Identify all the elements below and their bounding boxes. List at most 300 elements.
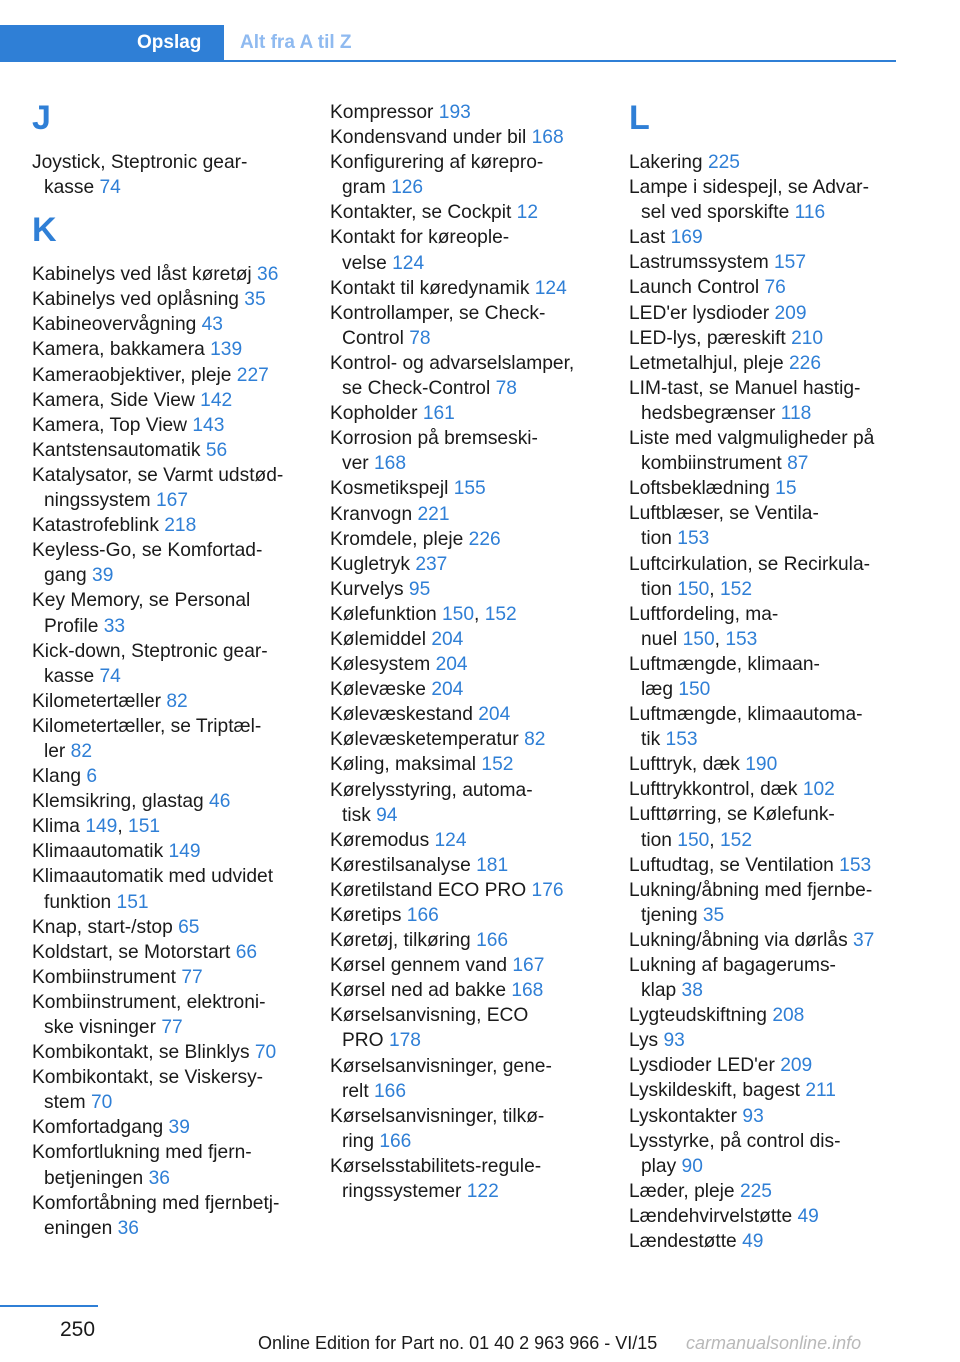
page-reference-link[interactable]: 181 <box>476 854 509 876</box>
page-reference-link[interactable]: 226 <box>789 352 822 374</box>
page-reference-link[interactable]: 46 <box>209 791 231 813</box>
page-reference-link[interactable]: 153 <box>665 729 698 751</box>
index-entry <box>330 878 600 903</box>
entry-text: LED-lys, pæreskift <box>629 327 786 349</box>
section-letter: K <box>32 211 57 250</box>
entry-text: Lysdioder LED'er <box>629 1055 775 1077</box>
entry-text: Lygteudskiftning <box>629 1005 767 1027</box>
page-reference-link[interactable]: 152 <box>481 754 514 776</box>
entry-continuation: play <box>641 1155 677 1177</box>
entry-text: Konfigurering af kørepro- <box>330 152 544 174</box>
page-reference-link[interactable]: 118 <box>780 402 812 424</box>
index-entry <box>330 652 600 677</box>
index-entry <box>32 438 302 463</box>
page-reference-link[interactable]: 56 <box>205 439 228 461</box>
page-reference-link[interactable]: 82 <box>166 690 188 712</box>
page-reference-link[interactable]: 168 <box>511 980 544 1002</box>
index-entry <box>32 363 302 388</box>
index-entry <box>330 426 600 476</box>
page-reference-link[interactable]: 37 <box>853 929 875 951</box>
entry-text: Letmetalhjul, pleje <box>629 352 784 374</box>
index-entry <box>32 1040 302 1065</box>
page-reference-link[interactable]: 149 <box>85 816 118 838</box>
entry-text: Kombikontakt, se Blinklys <box>32 1042 250 1064</box>
index-entry <box>32 150 302 200</box>
index-entry <box>629 150 899 175</box>
index-entry <box>32 864 302 914</box>
index-entry <box>629 1078 899 1103</box>
page-reference-link[interactable]: 167 <box>155 490 188 512</box>
entry-continuation: hedsbegrænser <box>641 402 776 424</box>
section-letter: L <box>629 99 650 137</box>
entry-text: Klemsikring, glastag <box>32 791 204 813</box>
entry-text: Kick-down, Steptronic gear- <box>32 640 268 662</box>
index-entry <box>330 301 600 351</box>
page-reference-link[interactable]: 210 <box>791 327 824 349</box>
index-entry <box>330 627 600 652</box>
entry-text: Kølevæske <box>330 679 426 701</box>
entry-text: Luftfordeling, ma- <box>629 603 779 625</box>
page-reference-link[interactable]: 77 <box>181 966 203 988</box>
index-entry <box>330 577 600 602</box>
entry-text: Kølefunktion <box>330 603 437 625</box>
index-entry <box>629 376 899 426</box>
index-entry <box>32 312 302 337</box>
entry-text: Kantstensautomatik <box>32 439 201 461</box>
entry-text: Kølesystem <box>330 654 431 676</box>
entry-continuation: eningen <box>44 1217 113 1239</box>
entry-text: Lukning/åbning med fjernbe- <box>629 879 873 901</box>
entry-continuation: ring <box>342 1130 374 1152</box>
page-reference-link[interactable]: 150 <box>682 628 715 650</box>
index-entry <box>330 527 600 552</box>
page-reference-link[interactable]: 167 <box>512 955 545 977</box>
page-reference-link[interactable]: 77 <box>161 1017 183 1038</box>
entry-text: Katastrofeblink <box>32 515 159 537</box>
index-entry <box>330 351 600 401</box>
index-entry <box>32 588 302 638</box>
entry-text: Lændestøtte <box>629 1231 737 1253</box>
page-reference-link[interactable]: 152 <box>719 829 752 851</box>
entry-text: Kørselsanvisninger, tilkø- <box>330 1105 545 1127</box>
index-column-2 <box>330 100 600 1204</box>
page-reference-link[interactable]: 226 <box>468 528 501 550</box>
page-reference-link[interactable]: 49 <box>797 1205 819 1227</box>
entry-text: Lampe i sidespejl, se Advar- <box>629 177 869 199</box>
page-reference-link[interactable]: 90 <box>681 1155 703 1177</box>
page-reference-link[interactable]: 39 <box>92 565 114 587</box>
index-entry <box>629 1229 899 1254</box>
page-reference-link[interactable]: 166 <box>476 930 509 952</box>
index-entry <box>32 915 302 940</box>
entry-text: Kopholder <box>330 403 418 425</box>
entry-text: Lufttrykkontrol, dæk <box>629 779 798 801</box>
page-reference-link[interactable]: 150 <box>677 829 710 851</box>
entry-text: Kørselsstabilitets-regule- <box>330 1155 542 1177</box>
entry-text: Kørselsanvisning, ECO <box>330 1005 529 1027</box>
page-reference-link[interactable]: 204 <box>478 704 511 726</box>
entry-text: Køretilstand ECO PRO <box>330 879 527 901</box>
index-entry <box>32 639 302 689</box>
page-reference-link[interactable]: 204 <box>435 654 468 676</box>
tab-opslag[interactable]: Opslag <box>0 25 224 60</box>
entry-text: Lyskontakter <box>629 1105 738 1127</box>
entry-text: Kontrollamper, se Check- <box>330 302 546 324</box>
page-reference-link[interactable]: 116 <box>794 202 826 224</box>
entry-text: Launch Control <box>629 277 760 299</box>
entry-text: Klima <box>32 816 80 838</box>
page-reference-link[interactable]: 94 <box>376 804 398 826</box>
page-reference-link[interactable]: 208 <box>772 1005 805 1027</box>
entry-continuation: tjening <box>641 904 698 926</box>
index-entry <box>629 1204 899 1229</box>
entry-text: Liste med valgmuligheder på <box>629 428 875 450</box>
entry-text: Kamera, bakkamera <box>32 339 205 361</box>
page-reference-link[interactable]: 153 <box>677 528 710 550</box>
index-column-1 <box>32 100 302 1241</box>
index-entry <box>330 276 600 301</box>
page-reference-link[interactable]: 124 <box>534 277 567 299</box>
index-entry <box>330 953 600 978</box>
index-entry <box>629 250 899 275</box>
page-reference-link[interactable]: 74 <box>99 665 121 687</box>
page-reference-link[interactable]: 166 <box>379 1130 412 1152</box>
entry-text: Joystick, Steptronic gear- <box>32 152 248 173</box>
entry-text: Lukning af bagagerums- <box>629 955 836 976</box>
page-reference-link[interactable]: 49 <box>742 1231 764 1253</box>
page-reference-link[interactable]: 38 <box>681 980 703 1002</box>
entry-text: Kontrol- og advarselslamper, <box>330 352 575 374</box>
entry-text: Luftblæser, se Ventila- <box>629 503 819 525</box>
index-entry <box>629 501 899 551</box>
page-reference-link[interactable]: 74 <box>99 177 121 199</box>
entry-text: Kamera, Top View <box>32 414 188 436</box>
page-reference-link[interactable]: 218 <box>164 515 197 537</box>
page-reference-link[interactable]: 151 <box>128 816 161 838</box>
tab-alt-fra-a-til-z[interactable]: Alt fra A til Z <box>240 32 352 53</box>
index-entry <box>32 413 302 438</box>
entry-text: Kosmetikspejl <box>330 478 449 500</box>
entry-text: Knap, start-/stop <box>32 916 173 938</box>
page-reference-link[interactable]: 15 <box>775 478 797 500</box>
index-entry <box>629 301 899 326</box>
page-reference-link[interactable]: 36 <box>148 1167 170 1189</box>
page-reference-link[interactable]: 66 <box>235 941 258 963</box>
page-reference-link[interactable]: 150 <box>678 678 711 700</box>
index-entry: Lufttørring, se Kølefunk- tion 150, 152 <box>629 804 835 851</box>
entry-text: Lysstyrke, på control dis- <box>629 1130 841 1152</box>
entry-text: Kontakt for køreople- <box>330 227 510 249</box>
index-entry <box>32 689 302 714</box>
entry-continuation: ler <box>44 740 66 762</box>
entry-text: Koldstart, se Motorstart <box>32 941 231 963</box>
entry-text: Lys <box>629 1030 659 1052</box>
index-entry <box>32 965 302 990</box>
index-column-3 <box>629 100 899 1254</box>
entry-continuation: kasse <box>44 665 95 687</box>
index-entry <box>32 538 302 588</box>
entry-continuation: tion <box>641 528 672 550</box>
section-tabbar <box>0 25 896 62</box>
entry-continuation: funktion <box>44 891 112 913</box>
page-reference-link[interactable]: 161 <box>422 403 455 425</box>
page-reference-link[interactable]: 95 <box>408 578 431 600</box>
page-reference-link[interactable]: 35 <box>244 289 266 311</box>
edition-note: Online Edition for Part no. 01 40 2 963 966 - VI/15 <box>258 1333 658 1353</box>
index-entry <box>32 1140 302 1190</box>
index-entry <box>330 100 600 125</box>
index-entry <box>330 903 600 928</box>
entry-text: Keyless-Go, se Komfortad- <box>32 540 263 562</box>
page-reference-link[interactable]: 149 <box>168 841 201 863</box>
entry-continuation: nuel <box>641 628 678 650</box>
entry-text: Køretøj, tilkøring <box>330 930 471 952</box>
page-reference-link[interactable]: 78 <box>495 378 517 400</box>
entry-text: Key Memory, se Personal <box>32 590 251 612</box>
page-reference-link[interactable]: 33 <box>103 615 126 637</box>
index-entry <box>629 275 899 300</box>
entry-text: Luftudtag, se Ventilation <box>629 854 834 876</box>
index-entry <box>330 978 600 1003</box>
index-entry <box>629 702 899 752</box>
entry-text: Kompressor <box>330 102 434 123</box>
entry-continuation: Profile <box>44 615 99 637</box>
entry-continuation: PRO <box>342 1030 384 1052</box>
entry-text: Køremodus <box>330 829 430 851</box>
page-reference-link[interactable]: 153 <box>839 854 872 876</box>
entry-text: Kølemiddel <box>330 628 426 650</box>
entry-continuation: kasse <box>44 177 95 199</box>
page-reference-link[interactable]: 143 <box>192 414 225 436</box>
entry-continuation: tion <box>641 578 672 600</box>
entry-text: Kranvogn <box>330 503 413 525</box>
entry-text: Kørelysstyring, automa- <box>330 779 533 801</box>
page-reference-link[interactable]: 43 <box>201 314 223 336</box>
index-entry <box>330 125 600 150</box>
page-number: 250 <box>60 1318 96 1341</box>
page-reference-link[interactable]: 176 <box>531 879 564 901</box>
entry-text: Kølevæskestand <box>330 704 473 726</box>
entry-text: Lufttryk, dæk <box>629 754 740 776</box>
entry-text: Kørsel ned ad bakke <box>330 980 506 1002</box>
entry-text: Luftmængde, klimaautoma- <box>629 704 863 726</box>
entry-continuation: kombiinstrument <box>641 453 782 475</box>
entry-text: Kamera, Side View <box>32 389 195 411</box>
index-entry: Luftfordeling, ma- nuel 150, 153 <box>629 603 779 650</box>
entry-text: Læder, pleje <box>629 1180 735 1202</box>
page-reference-link[interactable]: 190 <box>745 754 778 776</box>
index-entry <box>330 476 600 501</box>
page-reference-link[interactable]: 151 <box>116 891 149 913</box>
page-reference-link[interactable]: 168 <box>374 453 407 475</box>
index-entry <box>330 552 600 577</box>
entry-text: Kørestilsanalyse <box>330 854 471 876</box>
page-reference-link[interactable]: 225 <box>707 152 740 173</box>
entry-text: Klimaautomatik med udvidet <box>32 866 274 888</box>
page-reference-link[interactable]: 157 <box>774 252 807 274</box>
entry-continuation: relt <box>342 1080 369 1102</box>
entry-text: Komfortåbning med fjernbetj- <box>32 1192 280 1214</box>
page-reference-link[interactable]: 93 <box>663 1030 685 1052</box>
page-reference-link[interactable]: 65 <box>178 916 200 938</box>
index-entry <box>32 513 302 538</box>
entry-text: Kombiinstrument, elektroni- <box>32 991 266 1013</box>
entry-text: Klang <box>32 766 82 788</box>
page-reference-link[interactable]: 102 <box>802 779 835 801</box>
entry-text: Kilometertæller, se Triptæl- <box>32 715 262 737</box>
page-reference-link[interactable]: 209 <box>774 302 807 324</box>
page-reference-link[interactable]: 209 <box>780 1055 813 1077</box>
page-reference-link[interactable]: 124 <box>392 252 425 274</box>
entry-text: Klimaautomatik <box>32 841 164 863</box>
page-reference-link[interactable]: 124 <box>434 829 467 851</box>
index-entry <box>32 262 302 287</box>
page-reference-link[interactable]: 82 <box>70 740 93 762</box>
index-entry <box>629 175 899 225</box>
entry-text: Kromdele, pleje <box>330 528 464 550</box>
page-reference-link[interactable]: 225 <box>739 1180 772 1202</box>
page-reference-link[interactable]: 36 <box>257 264 279 286</box>
entry-continuation: tion <box>641 829 672 851</box>
section-letter: J <box>32 99 51 137</box>
entry-continuation: betjeningen <box>44 1167 144 1189</box>
page-reference-link[interactable]: 204 <box>431 628 464 650</box>
page-reference-link[interactable]: 36 <box>117 1217 139 1239</box>
index-entry <box>629 1003 899 1028</box>
page-reference-link[interactable]: 39 <box>168 1117 190 1139</box>
page-reference-link[interactable]: 12 <box>516 202 538 224</box>
index-entry <box>629 878 899 928</box>
index-entry <box>32 714 302 764</box>
index-entry <box>32 940 302 965</box>
page-reference-link[interactable]: 166 <box>374 1080 407 1102</box>
page-reference-link[interactable]: 155 <box>453 478 486 500</box>
index-entry <box>629 1028 899 1053</box>
index-entry <box>32 764 302 789</box>
entry-continuation: velse <box>342 252 387 274</box>
index-entry <box>330 200 600 225</box>
page-reference-link[interactable]: 78 <box>409 327 431 349</box>
index-entry <box>629 752 899 777</box>
page-reference-link[interactable]: 152 <box>719 578 752 600</box>
page-reference-link[interactable]: 122 <box>466 1181 499 1203</box>
index-entry <box>629 476 899 501</box>
entry-text: Køling, maksimal <box>330 754 477 776</box>
entry-continuation: sel ved sporskifte <box>641 202 790 224</box>
index-entry <box>32 1065 302 1115</box>
page-reference-link[interactable]: 82 <box>524 729 546 751</box>
entry-text: Komfortlukning med fjern- <box>32 1142 252 1164</box>
footer-rule <box>0 1305 98 1307</box>
page-reference-link[interactable]: 70 <box>254 1042 277 1064</box>
entry-text: Kameraobjektiver, pleje <box>32 364 232 386</box>
page-reference-link[interactable]: 93 <box>742 1105 764 1127</box>
page-reference-link[interactable]: 70 <box>90 1092 113 1114</box>
page-reference-link[interactable]: 150 <box>677 578 710 600</box>
page-reference-link[interactable]: 178 <box>388 1030 421 1052</box>
entry-continuation: Control <box>342 327 404 349</box>
page-reference-link[interactable]: 142 <box>200 389 233 411</box>
index-entry <box>32 337 302 362</box>
entry-continuation: stem <box>44 1092 86 1114</box>
index-entry <box>32 1115 302 1140</box>
page-reference-link[interactable]: 227 <box>236 364 269 386</box>
page-reference-link[interactable]: 76 <box>764 277 786 299</box>
entry-continuation: gang <box>44 565 87 587</box>
entry-text: Køretips <box>330 905 402 926</box>
page-reference-link[interactable]: 139 <box>210 339 243 361</box>
index-entry <box>330 727 600 752</box>
index-entry <box>629 326 899 351</box>
index-entry <box>629 1104 899 1129</box>
index-entry: Luftcirkulation, se Recirkula- tion 150, 152 <box>629 553 871 600</box>
index-entry <box>330 828 600 853</box>
index-entry <box>330 778 600 828</box>
entry-text: Kilometertæller <box>32 690 162 712</box>
entry-continuation: gram <box>342 177 386 199</box>
page-reference-link[interactable]: 169 <box>670 227 703 249</box>
page-reference-link[interactable]: 6 <box>86 766 98 788</box>
entry-continuation: ver <box>342 453 369 475</box>
entry-text: Lændehvirvelstøtte <box>629 1205 793 1227</box>
entry-text: Luftmængde, klimaan- <box>629 653 820 675</box>
index-entry <box>32 463 302 513</box>
entry-text: Kørselsanvisninger, gene- <box>330 1055 552 1077</box>
index-entry <box>330 853 600 878</box>
page-reference-link[interactable]: 126 <box>391 177 424 199</box>
page-reference-link[interactable]: 221 <box>417 503 450 525</box>
entry-text: Kugletryk <box>330 553 410 575</box>
page-reference-link[interactable]: 152 <box>484 603 517 625</box>
index-entry: Klima 149, 151 <box>32 816 161 838</box>
page-reference-link[interactable]: 35 <box>702 904 725 926</box>
index-entry <box>32 839 302 864</box>
index-entry <box>330 1054 600 1104</box>
entry-continuation: tisk <box>342 804 371 826</box>
index-entry <box>629 1179 899 1204</box>
entry-text: Korrosion på bremseski- <box>330 428 538 450</box>
entry-continuation: ske visninger <box>44 1017 156 1038</box>
page-reference-link[interactable]: 211 <box>805 1080 836 1102</box>
entry-continuation: ningssystem <box>44 490 151 512</box>
entry-text: Lakering <box>629 152 703 173</box>
page-reference-link[interactable]: 168 <box>531 127 564 149</box>
entry-text: Katalysator, se Varmt udstød- <box>32 464 284 486</box>
entry-continuation: se Check-Control <box>342 378 491 400</box>
page-reference-link[interactable]: 87 <box>787 453 809 475</box>
page-reference-link[interactable]: 237 <box>415 553 448 575</box>
index-entry <box>330 225 600 275</box>
page-reference-link[interactable]: 204 <box>431 679 464 701</box>
page-reference-link[interactable]: 166 <box>406 905 439 926</box>
index-entry <box>629 1053 899 1078</box>
index-entry <box>330 702 600 727</box>
entry-text: Kontakter, se Cockpit <box>330 202 512 224</box>
index-entry <box>629 652 899 702</box>
index-entry <box>629 225 899 250</box>
entry-text: Kombiinstrument <box>32 966 176 988</box>
index-entry <box>629 351 899 376</box>
entry-text: Lufttørring, se Kølefunk- <box>629 804 835 826</box>
entry-text: Kabineovervågning <box>32 314 197 336</box>
entry-text: Loftsbeklædning <box>629 478 770 500</box>
page-reference-link[interactable]: 193 <box>438 102 471 123</box>
entry-text: Kabinelys ved låst køretøj <box>32 264 252 286</box>
page-reference-link[interactable]: 153 <box>725 628 758 650</box>
index-entry <box>629 928 899 953</box>
watermark: carmanualsonline.info <box>686 1333 862 1353</box>
page-reference-link[interactable]: 150 <box>442 603 475 625</box>
